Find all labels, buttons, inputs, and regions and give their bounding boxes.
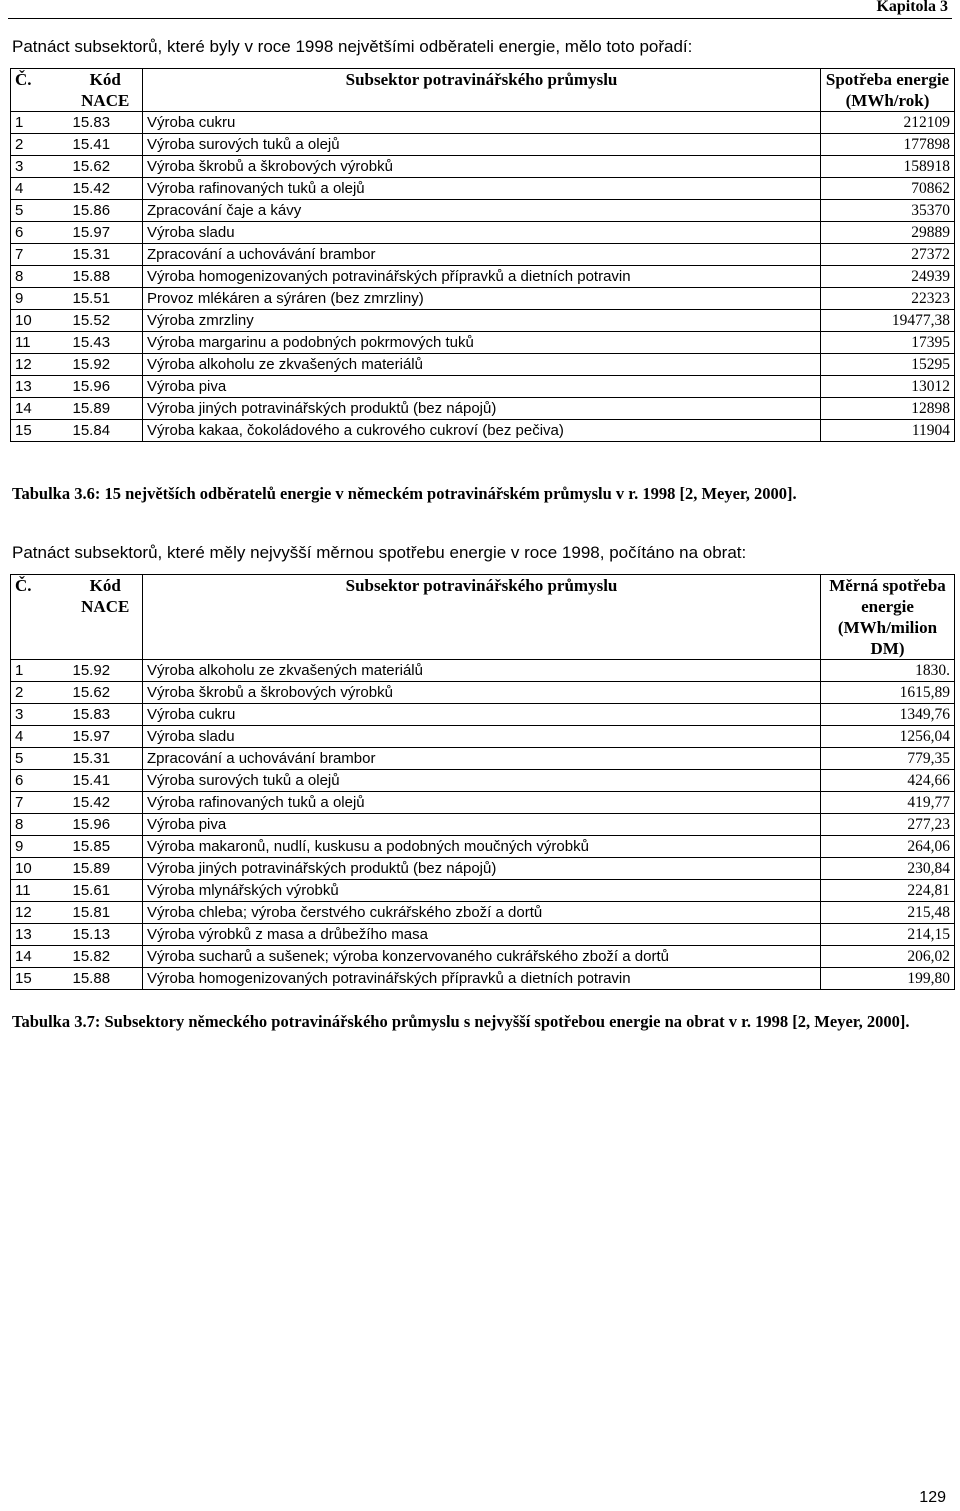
cell-rank: 15 xyxy=(11,968,69,990)
cell-value: 15295 xyxy=(821,354,955,376)
cell-code: 15.84 xyxy=(69,420,143,442)
cell-code: 15.41 xyxy=(69,770,143,792)
table-row xyxy=(11,288,955,310)
cell-code: 15.96 xyxy=(69,376,143,398)
cell-rank: 2 xyxy=(11,134,69,156)
table-row xyxy=(11,332,955,354)
cell-sector: Výroba jiných potravinářských produktů (bez nápojů) xyxy=(143,398,821,420)
cell-value: 158918 xyxy=(821,156,955,178)
cell-code: 15.83 xyxy=(69,112,143,134)
cell-sector: Výroba cukru xyxy=(143,704,821,726)
cell-sector: Výroba rafinovaných tuků a olejů xyxy=(143,178,821,200)
cell-sector: Výroba rafinovaných tuků a olejů xyxy=(143,792,821,814)
cell-code: 15.43 xyxy=(69,332,143,354)
table-row xyxy=(11,420,955,442)
table-body xyxy=(11,660,955,990)
col-header-code: Kód NACE xyxy=(69,69,143,112)
cell-value: 13012 xyxy=(821,376,955,398)
cell-code: 15.97 xyxy=(69,726,143,748)
table-row xyxy=(11,376,955,398)
cell-rank: 5 xyxy=(11,200,69,222)
col-header-value: Měrná spotřeba energie (MWh/milion DM) xyxy=(821,575,955,660)
table-row xyxy=(11,792,955,814)
cell-sector: Výroba zmrzliny xyxy=(143,310,821,332)
cell-rank: 1 xyxy=(11,660,69,682)
table-row xyxy=(11,726,955,748)
table-row xyxy=(11,354,955,376)
table-row xyxy=(11,858,955,880)
table-row xyxy=(11,310,955,332)
cell-rank: 4 xyxy=(11,178,69,200)
intro-text-1: Patnáct subsektorů, které byly v roce 1998 největšími odběrateli energie, mělo toto pořadí: xyxy=(12,37,693,56)
table-header-row xyxy=(11,69,955,112)
cell-sector: Výroba kakaa, čokoládového a cukrového cukroví (bez pečiva) xyxy=(143,420,821,442)
cell-rank: 13 xyxy=(11,376,69,398)
cell-code: 15.31 xyxy=(69,244,143,266)
cell-rank: 7 xyxy=(11,244,69,266)
table-row xyxy=(11,968,955,990)
cell-rank: 10 xyxy=(11,858,69,880)
page-number: 129 xyxy=(919,1489,946,1506)
cell-code: 15.89 xyxy=(69,858,143,880)
page-header xyxy=(8,0,952,19)
cell-sector: Výroba výrobků z masa a drůbežího masa xyxy=(143,924,821,946)
cell-value: 27372 xyxy=(821,244,955,266)
cell-rank: 14 xyxy=(11,946,69,968)
cell-code: 15.13 xyxy=(69,924,143,946)
cell-sector: Zpracování čaje a kávy xyxy=(143,200,821,222)
cell-code: 15.62 xyxy=(69,682,143,704)
cell-sector: Zpracování a uchovávání brambor xyxy=(143,748,821,770)
table-row xyxy=(11,682,955,704)
cell-rank: 9 xyxy=(11,836,69,858)
cell-code: 15.85 xyxy=(69,836,143,858)
table-row xyxy=(11,200,955,222)
cell-value: 35370 xyxy=(821,200,955,222)
cell-rank: 13 xyxy=(11,924,69,946)
cell-sector: Zpracování a uchovávání brambor xyxy=(143,244,821,266)
cell-value: 1615,89 xyxy=(821,682,955,704)
cell-code: 15.83 xyxy=(69,704,143,726)
cell-sector: Výroba škrobů a škrobových výrobků xyxy=(143,156,821,178)
intro-text-2: Patnáct subsektorů, které měly nejvyšší měrnou spotřebu energie v roce 1998, počítáno na obrat: xyxy=(12,543,747,562)
cell-rank: 8 xyxy=(11,266,69,288)
cell-sector: Výroba sladu xyxy=(143,726,821,748)
table-row xyxy=(11,156,955,178)
cell-sector: Výroba piva xyxy=(143,376,821,398)
col-header-rank: Č. xyxy=(11,575,69,660)
table-row xyxy=(11,946,955,968)
table-row xyxy=(11,770,955,792)
table-row xyxy=(11,244,955,266)
cell-value: 24939 xyxy=(821,266,955,288)
table-row xyxy=(11,266,955,288)
cell-rank: 15 xyxy=(11,420,69,442)
cell-code: 15.88 xyxy=(69,968,143,990)
table-row xyxy=(11,880,955,902)
cell-sector: Výroba cukru xyxy=(143,112,821,134)
cell-rank: 3 xyxy=(11,156,69,178)
cell-rank: 14 xyxy=(11,398,69,420)
table-row xyxy=(11,748,955,770)
cell-code: 15.31 xyxy=(69,748,143,770)
table-row xyxy=(11,836,955,858)
cell-code: 15.88 xyxy=(69,266,143,288)
cell-sector: Výroba makaronů, nudlí, kuskusu a podobných moučných výrobků xyxy=(143,836,821,858)
cell-sector: Výroba chleba; výroba čerstvého cukrářského zboží a dortů xyxy=(143,902,821,924)
cell-value: 212109 xyxy=(821,112,955,134)
cell-sector: Výroba mlynářských výrobků xyxy=(143,880,821,902)
table-row xyxy=(11,222,955,244)
cell-sector: Výroba sucharů a sušenek; výroba konzervovaného cukrářského zboží a dortů xyxy=(143,946,821,968)
cell-sector: Výroba alkoholu ze zkvašených materiálů xyxy=(143,660,821,682)
cell-rank: 8 xyxy=(11,814,69,836)
cell-sector: Výroba homogenizovaných potravinářských přípravků a dietních potravin xyxy=(143,968,821,990)
table-row xyxy=(11,704,955,726)
cell-value: 224,81 xyxy=(821,880,955,902)
table-row xyxy=(11,814,955,836)
table-header-row xyxy=(11,575,955,660)
cell-sector: Výroba margarinu a podobných pokrmových tuků xyxy=(143,332,821,354)
col-header-rank: Č. xyxy=(11,69,69,112)
cell-sector: Výroba homogenizovaných potravinářských přípravků a dietních potravin xyxy=(143,266,821,288)
col-header-value: Spotřeba energie (MWh/rok) xyxy=(821,69,955,112)
table-row xyxy=(11,660,955,682)
cell-rank: 7 xyxy=(11,792,69,814)
cell-code: 15.96 xyxy=(69,814,143,836)
cell-code: 15.92 xyxy=(69,354,143,376)
table-row xyxy=(11,112,955,134)
cell-value: 1256,04 xyxy=(821,726,955,748)
table-row xyxy=(11,924,955,946)
cell-code: 15.89 xyxy=(69,398,143,420)
cell-value: 19477,38 xyxy=(821,310,955,332)
cell-sector: Provoz mlékáren a sýráren (bez zmrzliny) xyxy=(143,288,821,310)
cell-sector: Výroba surových tuků a olejů xyxy=(143,770,821,792)
cell-code: 15.62 xyxy=(69,156,143,178)
cell-rank: 6 xyxy=(11,770,69,792)
table-row xyxy=(11,178,955,200)
cell-code: 15.42 xyxy=(69,178,143,200)
cell-rank: 4 xyxy=(11,726,69,748)
cell-value: 215,48 xyxy=(821,902,955,924)
table-caption-2: Tabulka 3.7: Subsektory německého potravinářského průmyslu s nejvyšší spotřebou energie na obrat v r. 1998 [2, Meyer, 2000]. xyxy=(12,1012,910,1031)
cell-sector: Výroba alkoholu ze zkvašených materiálů xyxy=(143,354,821,376)
cell-sector: Výroba surových tuků a olejů xyxy=(143,134,821,156)
cell-rank: 2 xyxy=(11,682,69,704)
cell-value: 264,06 xyxy=(821,836,955,858)
cell-value: 206,02 xyxy=(821,946,955,968)
cell-code: 15.52 xyxy=(69,310,143,332)
table-row xyxy=(11,398,955,420)
cell-sector: Výroba sladu xyxy=(143,222,821,244)
table-caption-1: Tabulka 3.6: 15 největších odběratelů energie v německém potravinářském průmyslu v r. 1998 [2, Meyer, 2000]. xyxy=(12,484,797,503)
cell-code: 15.41 xyxy=(69,134,143,156)
cell-rank: 6 xyxy=(11,222,69,244)
col-header-code: Kód NACE xyxy=(69,575,143,660)
cell-value: 214,15 xyxy=(821,924,955,946)
specific-energy-table xyxy=(10,574,955,990)
cell-value: 11904 xyxy=(821,420,955,442)
cell-value: 779,35 xyxy=(821,748,955,770)
cell-sector: Výroba jiných potravinářských produktů (bez nápojů) xyxy=(143,858,821,880)
cell-rank: 5 xyxy=(11,748,69,770)
cell-code: 15.51 xyxy=(69,288,143,310)
cell-code: 15.86 xyxy=(69,200,143,222)
col-header-sector: Subsektor potravinářského průmyslu xyxy=(143,575,821,660)
cell-value: 70862 xyxy=(821,178,955,200)
energy-consumption-table xyxy=(10,68,955,442)
col-header-sector: Subsektor potravinářského průmyslu xyxy=(143,69,821,112)
table-row xyxy=(11,134,955,156)
cell-sector: Výroba škrobů a škrobových výrobků xyxy=(143,682,821,704)
cell-value: 1830. xyxy=(821,660,955,682)
cell-code: 15.81 xyxy=(69,902,143,924)
cell-value: 177898 xyxy=(821,134,955,156)
cell-sector: Výroba piva xyxy=(143,814,821,836)
cell-value: 277,23 xyxy=(821,814,955,836)
cell-rank: 9 xyxy=(11,288,69,310)
cell-value: 17395 xyxy=(821,332,955,354)
cell-value: 419,77 xyxy=(821,792,955,814)
cell-value: 230,84 xyxy=(821,858,955,880)
cell-code: 15.61 xyxy=(69,880,143,902)
cell-code: 15.97 xyxy=(69,222,143,244)
cell-rank: 11 xyxy=(11,880,69,902)
cell-value: 12898 xyxy=(821,398,955,420)
cell-value: 424,66 xyxy=(821,770,955,792)
cell-rank: 10 xyxy=(11,310,69,332)
cell-value: 29889 xyxy=(821,222,955,244)
cell-value: 1349,76 xyxy=(821,704,955,726)
cell-code: 15.82 xyxy=(69,946,143,968)
cell-code: 15.42 xyxy=(69,792,143,814)
cell-code: 15.92 xyxy=(69,660,143,682)
chapter-label: Kapitola 3 xyxy=(876,0,948,15)
cell-rank: 12 xyxy=(11,354,69,376)
cell-value: 199,80 xyxy=(821,968,955,990)
cell-rank: 1 xyxy=(11,112,69,134)
cell-rank: 12 xyxy=(11,902,69,924)
table-body xyxy=(11,112,955,442)
cell-value: 22323 xyxy=(821,288,955,310)
cell-rank: 11 xyxy=(11,332,69,354)
cell-rank: 3 xyxy=(11,704,69,726)
table-row xyxy=(11,902,955,924)
